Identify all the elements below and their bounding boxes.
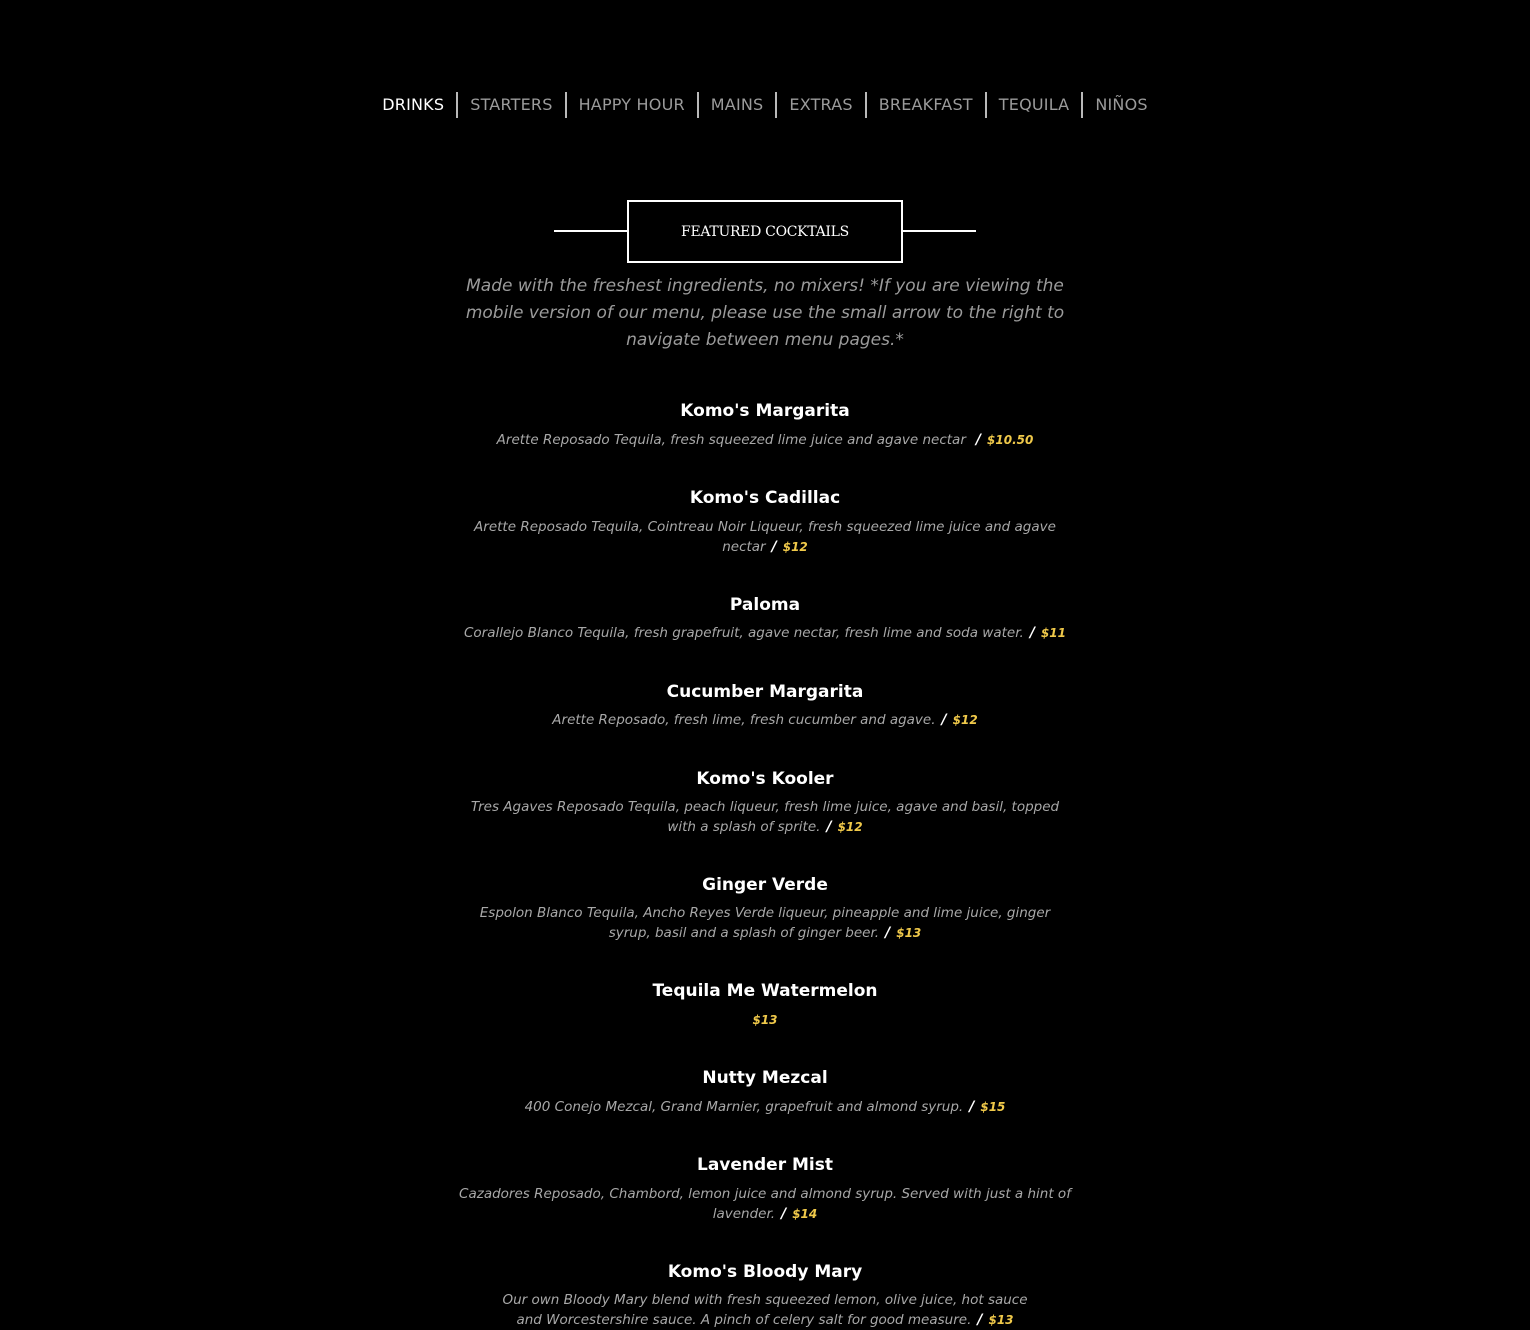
price-separator: /	[977, 1311, 983, 1328]
item-description-line	[450, 431, 1080, 451]
price-separator: /	[826, 818, 832, 835]
price-separator: /	[941, 712, 947, 728]
nav-tab-starters[interactable]: STARTERS	[470, 95, 553, 114]
nav-tab-breakfast[interactable]: BREAKFAST	[878, 95, 973, 114]
item-price: $15	[980, 1100, 1006, 1114]
item-description: 400 Conejo Mezcal, Grand Marnier, grapefruit and almond syrup.	[524, 1099, 964, 1115]
nav-tab-tequila[interactable]: TEQUILA	[998, 95, 1070, 114]
item-price: $13	[988, 1312, 1014, 1327]
price-separator: /	[781, 1205, 787, 1222]
section-rule-left	[554, 230, 628, 232]
price-separator: /	[975, 432, 982, 448]
item-name: Tequila Me Watermelon	[652, 981, 878, 1001]
section-title-box	[627, 200, 903, 263]
item-price: $11	[1040, 626, 1067, 640]
item-description-line	[450, 624, 1080, 644]
item-name: Komo's Bloody Mary	[667, 1262, 863, 1282]
nav-tab-extras[interactable]: EXTRAS	[789, 95, 853, 114]
nav-tab-ninos[interactable]: NIÑOS	[1095, 95, 1148, 114]
nav-tab-happy-hour[interactable]: HAPPY HOUR	[578, 95, 685, 114]
item-price: $12	[782, 539, 808, 554]
menu-item	[450, 1258, 1080, 1330]
item-name: Lavender Mist	[696, 1155, 833, 1175]
item-description: Corallejo Blanco Tequila, fresh grapefruit, agave nectar, fresh lime and soda water.	[463, 625, 1024, 641]
item-name: Komo's Kooler	[696, 769, 834, 789]
item-description: Tres Agaves Reposado Tequila, peach liqueur, fresh lime juice, agave and basil, topped with a splash of sprite.	[470, 799, 1060, 835]
item-description: Arette Reposado Tequila, fresh squeezed lime juice and agave nectar	[496, 432, 966, 448]
section-header	[554, 200, 976, 263]
item-price: $10.50	[987, 433, 1034, 447]
menu-item	[450, 591, 1080, 644]
item-name: Komo's Cadillac	[689, 488, 841, 508]
menu-item	[450, 484, 1080, 557]
item-name: Nutty Mezcal	[702, 1068, 828, 1088]
item-description-line	[450, 1098, 1080, 1118]
nav-tab-mains[interactable]: MAINS	[710, 95, 764, 114]
menu-item	[450, 977, 1080, 1031]
item-price: $12	[952, 713, 978, 727]
item-price: $14	[792, 1206, 818, 1221]
item-description-line	[450, 904, 1080, 943]
item-description: Arette Reposado, fresh lime, fresh cucumber and agave.	[552, 712, 936, 728]
item-price: $13	[896, 925, 922, 940]
item-name: Cucumber Margarita	[666, 682, 864, 702]
item-description-line	[450, 518, 1080, 557]
item-name: Paloma	[729, 595, 801, 615]
item-name: Komo's Margarita	[680, 401, 850, 421]
price-separator: /	[885, 924, 891, 941]
item-description-line	[450, 711, 1080, 731]
item-description: Arette Reposado Tequila, Cointreau Noir Liqueur, fresh squeezed lime juice and agave nectar	[474, 519, 1056, 555]
section-rule-right	[902, 230, 976, 232]
nav-tab-drinks[interactable]: DRINKS	[382, 95, 445, 114]
section-title: FEATURED COCKTAILS	[681, 223, 849, 240]
item-name: Ginger Verde	[702, 875, 828, 895]
item-description-line	[450, 1185, 1080, 1224]
item-description-line	[450, 1291, 1080, 1330]
menu-item	[450, 1064, 1080, 1118]
price-separator: /	[969, 1099, 975, 1115]
item-price: $13	[752, 1013, 778, 1027]
item-description: Cazadores Reposado, Chambord, lemon juice and almond syrup. Served with just a hint of lavender.	[459, 1186, 1071, 1222]
item-description: Our own Bloody Mary blend with fresh squeezed lemon, olive juice, hot sauce and Worcestershire sauce. A pinch of celery salt for good measure.	[502, 1292, 1028, 1328]
menu-item	[450, 871, 1080, 943]
menu-item	[450, 397, 1080, 451]
menu-item	[450, 765, 1080, 837]
section-intro: Made with the freshest ingredients, no mixers! *If you are viewing the mobile version of our menu, please use the small arrow to the right to navigate between menu pages.*	[465, 276, 1065, 350]
menu-item	[450, 678, 1080, 731]
menu-category-nav	[0, 92, 1530, 118]
item-description-line	[450, 1011, 1080, 1031]
price-separator: /	[1029, 625, 1035, 641]
price-separator: /	[771, 538, 777, 555]
menu-item	[450, 1151, 1080, 1224]
item-price: $12	[837, 819, 863, 834]
item-description-line	[450, 798, 1080, 837]
item-description: Espolon Blanco Tequila, Ancho Reyes Verde liqueur, pineapple and lime juice, ginger syrup, basil and a splash of ginger beer.	[479, 905, 1051, 941]
